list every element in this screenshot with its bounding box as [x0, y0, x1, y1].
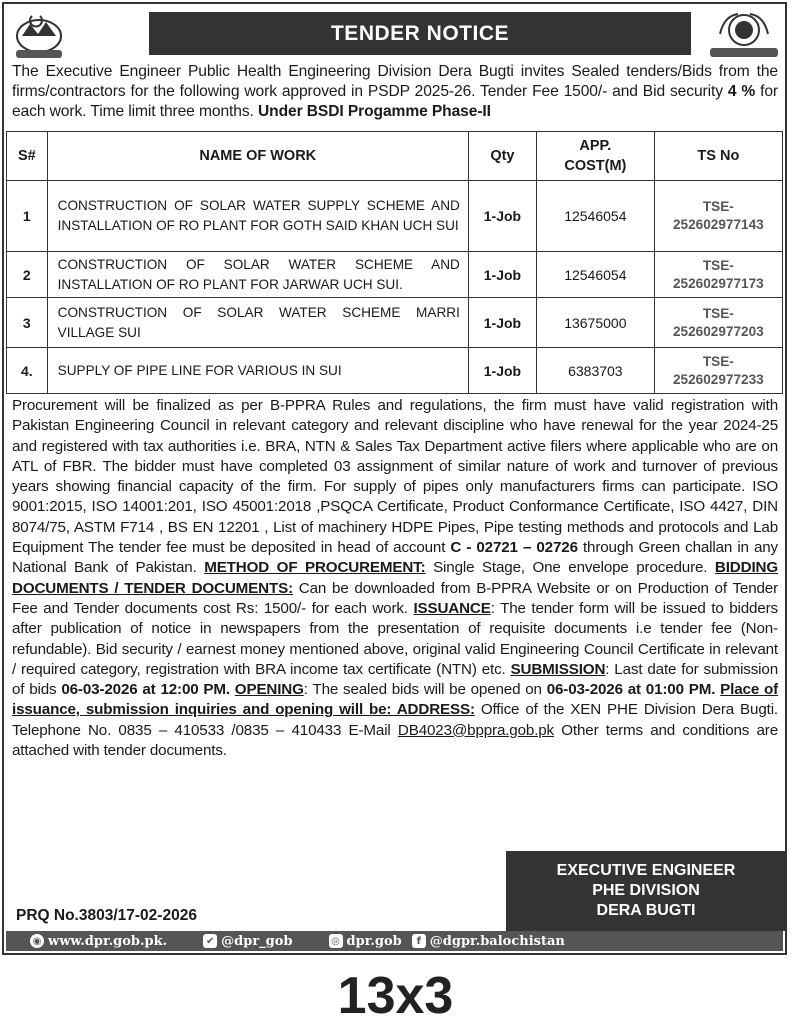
- cell-cost: 6383703: [536, 348, 654, 394]
- cell-sn: 2: [7, 252, 48, 298]
- footer-website[interactable]: ◉ www.dpr.gob.pk.: [30, 934, 167, 949]
- place-label: Place of issuance, submission inquiries and opening will be: ADDRESS:: [12, 681, 778, 719]
- signature-location: DERA BUGTI: [596, 902, 696, 919]
- cell-qty: 1-Job: [468, 181, 536, 252]
- cell-cost: 12546054: [536, 181, 654, 252]
- table-header-row: [7, 132, 783, 181]
- intro-paragraph: The Executive Engineer Public Health Engineering Division Dera Bugti invites Sealed tenders/Bids from the firms/contractors for the following work approved in PSDP 2025-26. Tender Fee 1500/- and Bid security 4 % for each work. Time limit three months. Under BSDI Progamme Phase-II: [12, 63, 778, 120]
- prq-number: PRQ No.3803/17-02-2026: [16, 907, 197, 924]
- cell-ts: TSE- 252602977173: [654, 252, 782, 298]
- cell-name: SUPPLY OF PIPE LINE FOR VARIOUS IN SUI: [47, 348, 468, 394]
- programme-label: Under BSDI Progamme Phase-II: [257, 103, 491, 120]
- table-row: [7, 298, 783, 348]
- cell-name: CONSTRUCTION OF SOLAR WATER SUPPLY SCHEME AND INSTALLATION OF RO PLANT FOR GOTH SAID KHAN UCH SUI: [47, 181, 468, 252]
- header-ts-no: TS No: [654, 132, 782, 181]
- table-row: [7, 252, 783, 298]
- footer-instagram[interactable]: ◎ dpr.gob: [329, 934, 402, 949]
- opening-label: OPENING: [234, 681, 304, 699]
- header-name-of-work: NAME OF WORK: [47, 132, 468, 181]
- header-app-cost: APP. COST(M): [536, 132, 654, 181]
- cell-name: CONSTRUCTION OF SOLAR WATER SCHEME MARRI VILLAGE SUI: [47, 298, 468, 348]
- cell-sn: 1: [7, 181, 48, 252]
- issuance-label: ISSUANCE: [413, 599, 491, 617]
- footer-facebook[interactable]: f @dgpr.balochistan: [412, 934, 565, 949]
- cell-cost: 12546054: [536, 252, 654, 298]
- signature-division: PHE DIVISION: [592, 882, 700, 899]
- cell-qty: 1-Job: [468, 348, 536, 394]
- phe-department-emblem-icon: [704, 6, 784, 62]
- instagram-icon: ◎: [329, 934, 343, 948]
- globe-icon: ◉: [30, 934, 44, 948]
- signature-block: [506, 851, 786, 931]
- cell-qty: 1-Job: [468, 298, 536, 348]
- works-table: [6, 131, 783, 394]
- cell-ts: TSE- 252602977143: [654, 181, 782, 252]
- ad-size-code: 13x3: [337, 967, 454, 1025]
- method-label: METHOD OF PROCUREMENT:: [204, 559, 426, 577]
- page-title: TENDER NOTICE: [149, 12, 691, 55]
- footer-twitter[interactable]: ✔ @dpr_gob: [203, 934, 292, 949]
- cell-ts: TSE- 252602977233: [654, 348, 782, 394]
- bidding-label: BIDDING DOCUMENTS / TENDER DOCUMENTS:: [12, 559, 778, 597]
- facebook-icon: f: [412, 934, 426, 948]
- signature-title: EXECUTIVE ENGINEER: [556, 862, 736, 879]
- cell-ts: TSE- 252602977203: [654, 298, 782, 348]
- notice-body: Procurement will be finalized as per B-PPRA Rules and regulations, the firm must have valid registration with Pakistan Engineering Council in relevant category and relevant discipline who have renewal for the year 2024-25 and registered with tax authorities i.e. BRA, NTN & Sales Tax Department active filers where applicable who are on ATL of FBR. The bidder must have completed 03 assignment of similar nature of work and turnover of previous years showing financial capacity of the firm. For supply of pipes only manufacturers firms can participate. ISO 9001:2015, ISO 14001:201, ISO 45001:2018 ,PSQCA Certificate, Product Conformance Certificate, ISO 4427, DIN 8074/75, ASTM F714 , BS EN 12201 , List of machinery HDPE Pipes, Pipe testing methods and protocols and Lab Equipment The tender fee must be deposited in head of account C - 02721 – 02726 through Green challan in any National Bank of Pakistan. METHOD OF PROCUREMENT: Single Stage, One envelope procedure. BIDDING DOCUMENTS / TENDER DOCUMENTS: Can be downloaded from B-PPRA Website or on Production of Tender Fee and Tender documents cost Rs: 1500/- for each work. ISSUANCE: The tender form will be issued to bidders after publication of notice in newspapers from the presentation of requisite documents i.e tender fee (Non-refundable). Bid security / earnest money mentioned above, original valid Engineering Council Certificate in relevant / required category, registration with BRA income tax certificate (NTN) etc. SUBMISSION: Last date for submission of bids 06-03-2026 at 12:00 PM. OPENING: The sealed bids will be opened on 06-03-2026 at 01:00 PM. Place of issuance, submission inquiries and opening will be: ADDRESS: Office of the XEN PHE Division Dera Bugti. Telephone No. 0835 – 410533 /0835 – 410433 E-Mail DB4023@bppra.gob.pk Other terms and conditions are attached with tender documents.: [12, 397, 779, 760]
- balochistan-emblem-icon: [8, 6, 70, 62]
- twitter-icon: ✔: [203, 934, 217, 948]
- email-link[interactable]: DB4023@bppra.gob.pk: [397, 721, 555, 739]
- header-sn: S#: [7, 132, 48, 181]
- table-row: [7, 348, 783, 394]
- table-row: [7, 181, 783, 252]
- cell-qty: 1-Job: [468, 252, 536, 298]
- footer-bar: [6, 931, 783, 951]
- header-qty: Qty: [468, 132, 536, 181]
- cell-sn: 3: [7, 298, 48, 348]
- submission-date: 06-03-2026 at 12:00 PM.: [61, 681, 230, 699]
- submission-label: SUBMISSION: [510, 660, 606, 678]
- cell-cost: 13675000: [536, 298, 654, 348]
- opening-date: 06-03-2026 at 01:00: [546, 681, 684, 699]
- cell-sn: 4.: [7, 348, 48, 394]
- cell-name: CONSTRUCTION OF SOLAR WATER SCHEME AND INSTALLATION OF RO PLANT FOR JARWAR UCH SUI.: [47, 252, 468, 298]
- account-number: C - 02721 – 02726: [450, 539, 578, 557]
